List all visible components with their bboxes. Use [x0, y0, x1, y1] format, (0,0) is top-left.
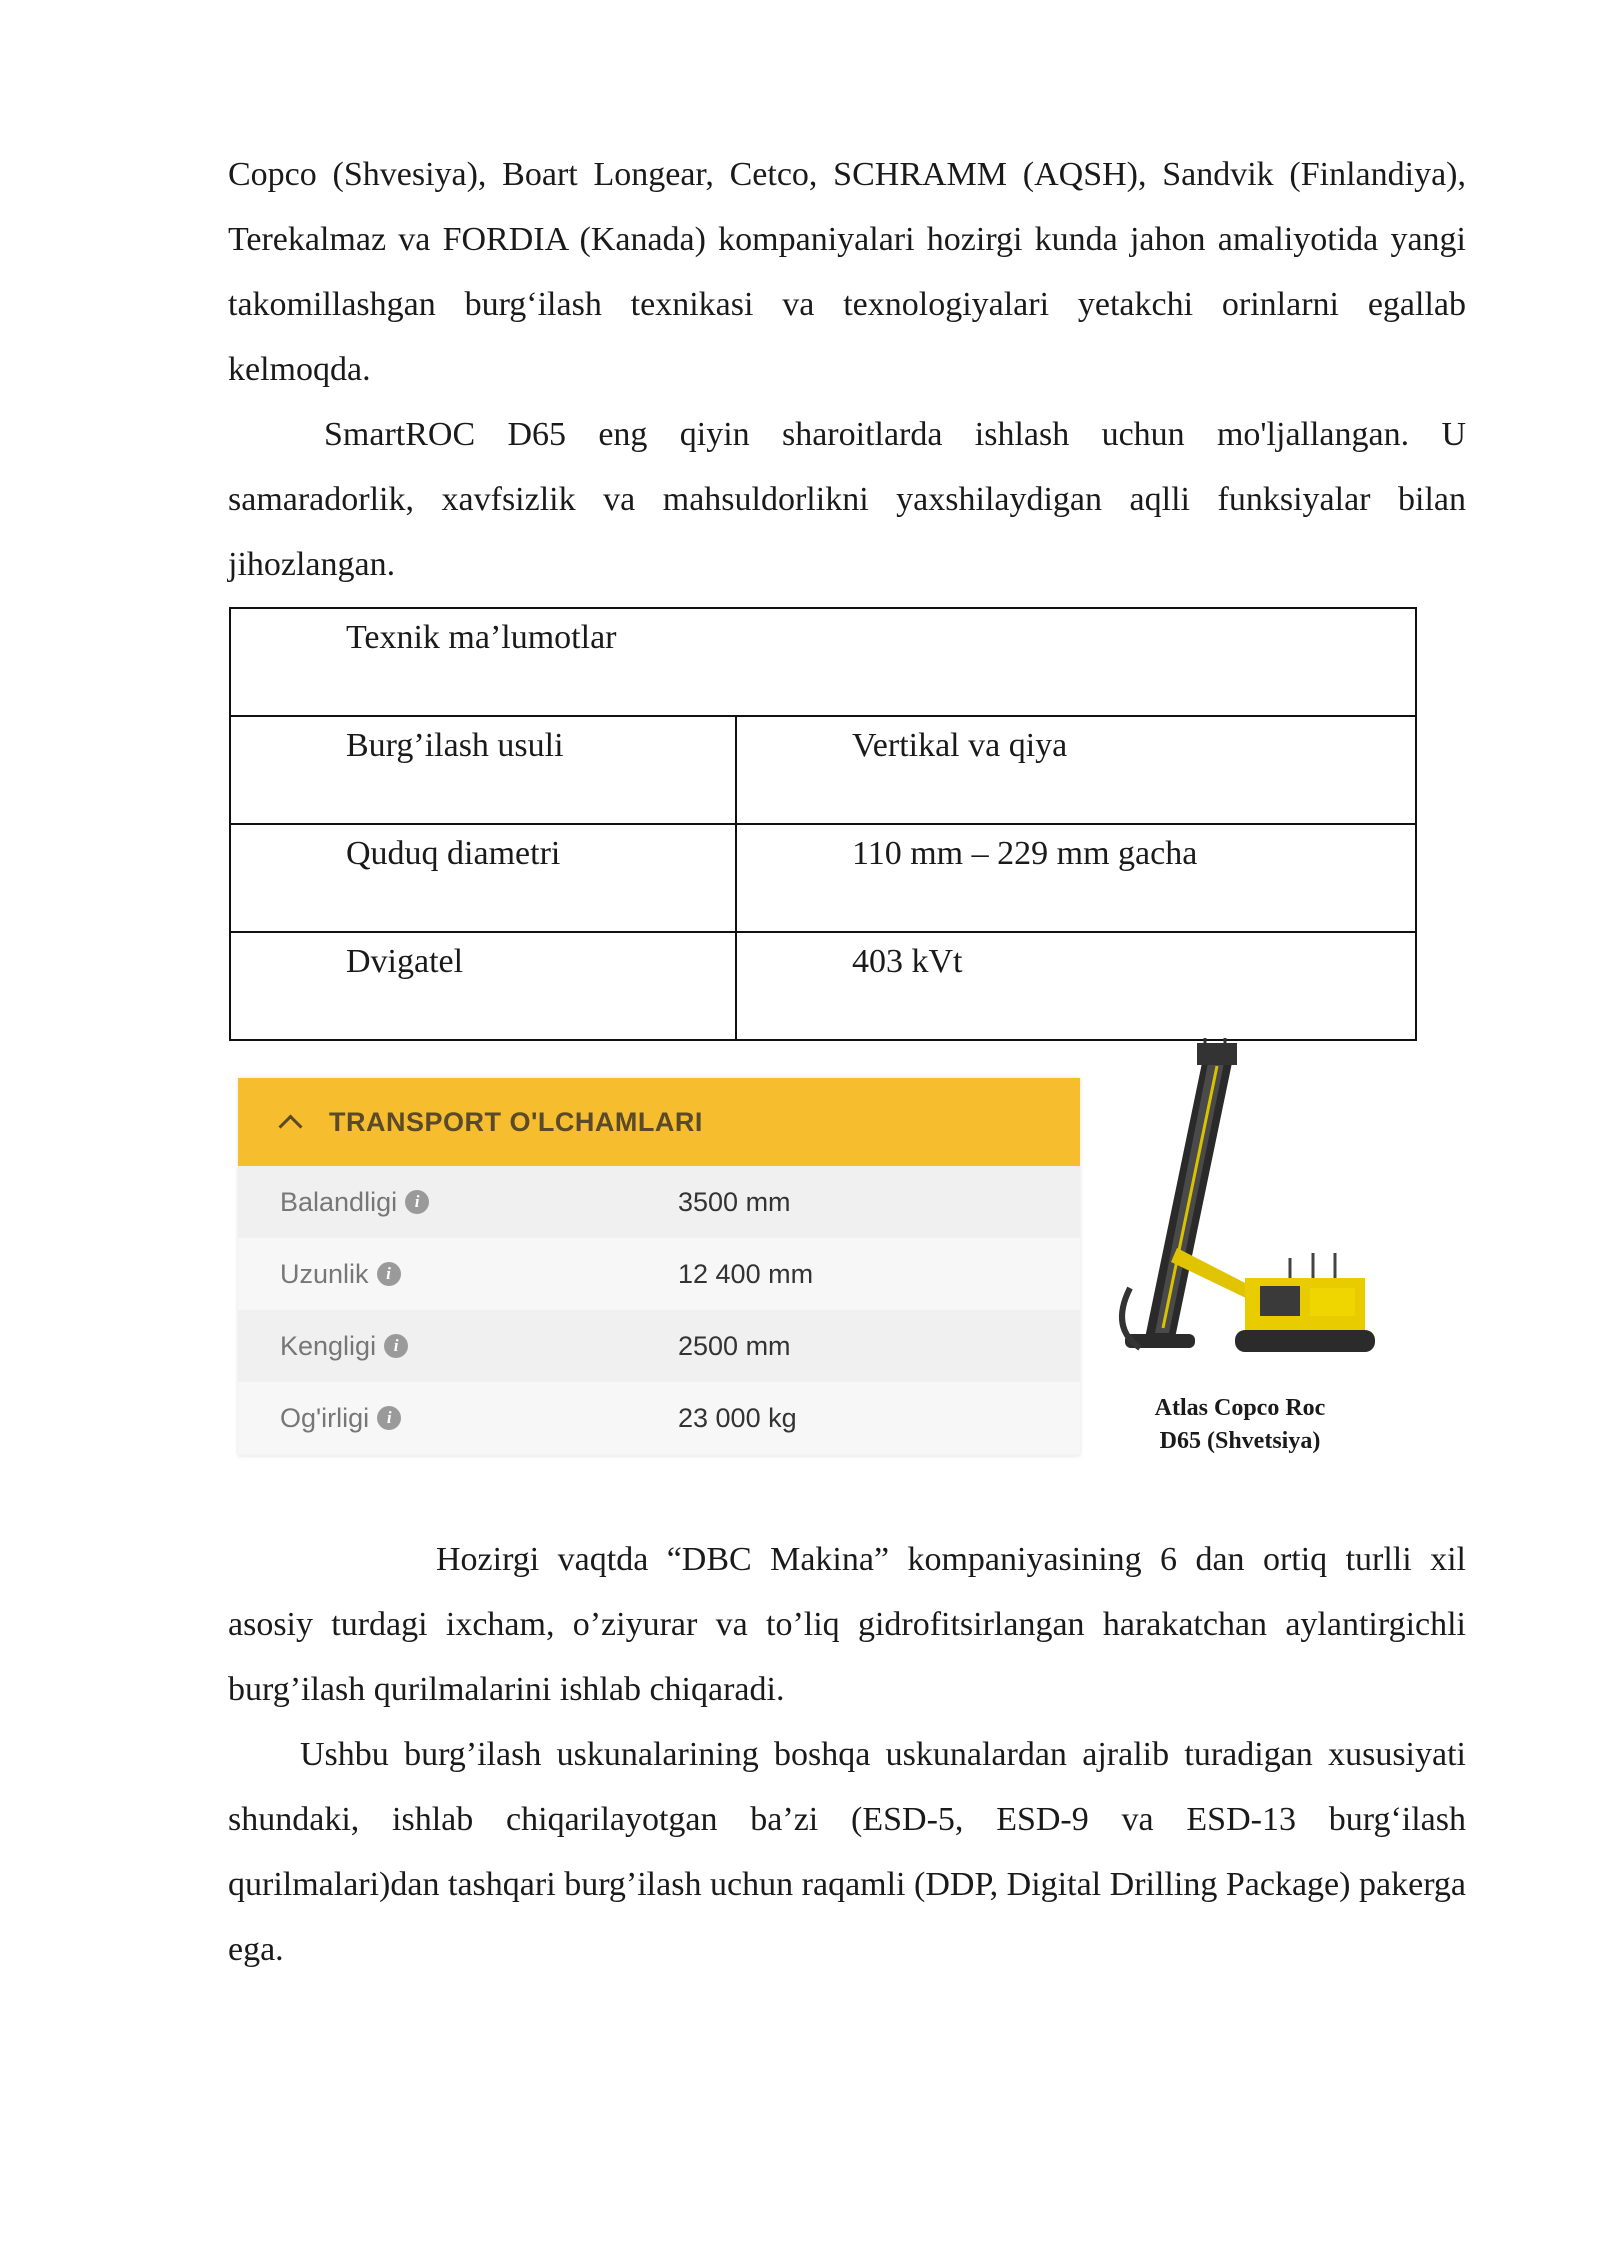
paragraph-dbc-makina: Hozirgi vaqtda “DBC Makina” kompaniyasining 6 dan ortiq turlli xil asosiy turdagi ixcham, o’ziyurar va to’liq gidrofitsirlangan harakatchan aylantirgichli burg’ilash qurilmalarini ishlab chiqaradi. [228, 1541, 1466, 1708]
figure-caption [1100, 1392, 1380, 1458]
dimension-label-text: Kengligi [280, 1330, 377, 1361]
paragraph-companies: Copco (Shvesiya), Boart Longear, Cetco, SCHRAMM (AQSH), Sandvik (Finlandiya), Terekalmaz va FORDIA (Kanada) kompaniyalari hozirgi kunda jahon amaliyotida yangi takomillashgan burg‘ilash texnikasi va texnologiyalari yetakchi orinlarni egallab kelmoqda. [228, 156, 1466, 388]
table-cell-value: 110 mm – 229 mm gacha [736, 824, 1416, 932]
info-icon: i [377, 1262, 401, 1286]
dimension-value: 12 400 mm [678, 1258, 814, 1289]
table-row [230, 608, 1416, 716]
figure-caption-line2: D65 (Shvetsiya) [1159, 1428, 1321, 1454]
dimension-label [238, 1259, 678, 1290]
paragraph-smartroc: SmartROC D65 eng qiyin sharoitlarda ishlash uchun mo'ljallangan. U samaradorlik, xavfsizlik va mahsuldorlikni yaxshilaydigan aqlli funksiyalar bilan jihozlangan. [228, 416, 1466, 583]
drill-rig-image [1085, 1038, 1385, 1388]
dimension-label [238, 1403, 678, 1434]
transport-rows [238, 1166, 1080, 1454]
info-icon: i [377, 1406, 401, 1430]
list-item [238, 1382, 1080, 1454]
dimension-value: 2500 mm [678, 1330, 791, 1361]
table-row [230, 932, 1416, 1040]
list-item [238, 1310, 1080, 1382]
table-cell-value: Vertikal va qiya [736, 716, 1416, 824]
technical-data-table [229, 607, 1417, 1041]
chevron-up-icon [278, 1114, 302, 1138]
dimension-value: 23 000 kg [678, 1402, 797, 1433]
list-item [238, 1238, 1080, 1310]
transport-panel-header [238, 1078, 1080, 1166]
dimension-value: 3500 mm [678, 1186, 791, 1217]
table-row [230, 824, 1416, 932]
figure-caption-line1: Atlas Copco Roc [1154, 1395, 1326, 1421]
table-title: Texnik ma’lumotlar [230, 608, 1416, 716]
dimension-label-text: Balandligi [280, 1186, 398, 1217]
dimension-label-text: Og'irligi [280, 1402, 370, 1433]
info-icon: i [405, 1190, 429, 1214]
table-cell-label: Quduq diametri [230, 824, 736, 932]
list-item [238, 1166, 1080, 1238]
table-row [230, 716, 1416, 824]
transport-dimensions-panel [238, 1078, 1080, 1456]
table-cell-label: Burg’ilash usuli [230, 716, 736, 824]
paragraph-features: Ushbu burg’ilash uskunalarining boshqa uskunalardan ajralib turadigan xususiyati shundaki, ishlab chiqarilayotgan ba’zi (ESD-5, ESD-9 va ESD-13 burg‘ilash qurilmalari)dan tashqari burg’ilash uchun raqamli (DDP, Digital Drilling Package) pakerga ega. [228, 1736, 1466, 1968]
dimension-label [238, 1187, 678, 1218]
dimension-label [238, 1331, 678, 1362]
transport-panel-title: TRANSPORT O'LCHAMLARI [329, 1106, 703, 1137]
dimension-label-text: Uzunlik [280, 1258, 369, 1289]
table-cell-label: Dvigatel [230, 932, 736, 1040]
info-icon: i [384, 1334, 408, 1358]
table-cell-value: 403 kVt [736, 932, 1416, 1040]
